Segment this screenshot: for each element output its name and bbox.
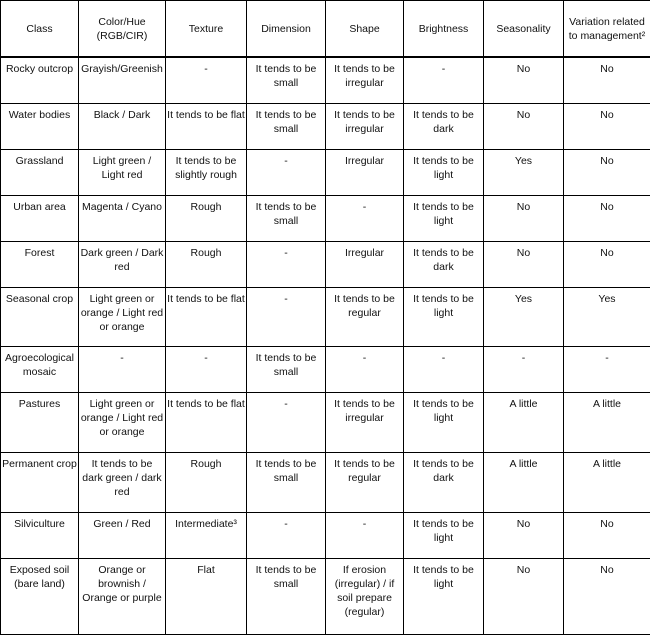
- cell-color-hue: Grayish/Greenish: [79, 57, 166, 104]
- cell-brightness: It tends to be light: [404, 513, 484, 559]
- cell-seasonality: A little: [484, 393, 564, 453]
- cell-class: Urban area: [1, 196, 79, 242]
- cell-dimension: It tends to be small: [247, 347, 326, 393]
- cell-seasonality: No: [484, 559, 564, 635]
- header-variation: Variation related to management²: [564, 1, 650, 58]
- cell-brightness: It tends to be light: [404, 288, 484, 347]
- cell-dimension: -: [247, 288, 326, 347]
- header-class: Class: [1, 1, 79, 58]
- table-row: [1, 288, 650, 347]
- cell-color-hue: Dark green / Dark red: [79, 242, 166, 288]
- cell-seasonality: Yes: [484, 150, 564, 196]
- cell-texture: Rough: [166, 453, 247, 513]
- cell-shape: -: [326, 513, 404, 559]
- cell-shape: It tends to be irregular: [326, 393, 404, 453]
- table-row: [1, 453, 650, 513]
- header-seasonality: Seasonality: [484, 1, 564, 58]
- cell-seasonality: A little: [484, 453, 564, 513]
- table-row: [1, 513, 650, 559]
- cell-shape: It tends to be irregular: [326, 104, 404, 150]
- cell-variation: No: [564, 150, 650, 196]
- cell-texture: It tends to be flat: [166, 104, 247, 150]
- cell-brightness: It tends to be light: [404, 196, 484, 242]
- cell-color-hue: Light green / Light red: [79, 150, 166, 196]
- cell-color-hue: Magenta / Cyano: [79, 196, 166, 242]
- cell-brightness: It tends to be dark: [404, 104, 484, 150]
- cell-color-hue: Orange or brownish / Orange or purple: [79, 559, 166, 635]
- cell-dimension: -: [247, 513, 326, 559]
- cell-brightness: It tends to be dark: [404, 242, 484, 288]
- cell-variation: No: [564, 104, 650, 150]
- cell-seasonality: No: [484, 196, 564, 242]
- table-row: [1, 559, 650, 635]
- cell-class: Pastures: [1, 393, 79, 453]
- cell-brightness: It tends to be light: [404, 393, 484, 453]
- cell-dimension: -: [247, 393, 326, 453]
- cell-class: Forest: [1, 242, 79, 288]
- cell-texture: It tends to be flat: [166, 288, 247, 347]
- cell-variation: No: [564, 559, 650, 635]
- cell-dimension: It tends to be small: [247, 559, 326, 635]
- header-color-hue: Color/Hue (RGB/CIR): [79, 1, 166, 58]
- cell-color-hue: It tends to be dark green / dark red: [79, 453, 166, 513]
- cell-variation: Yes: [564, 288, 650, 347]
- table-row: [1, 196, 650, 242]
- cell-class: Agroecological mosaic: [1, 347, 79, 393]
- cell-shape: It tends to be irregular: [326, 57, 404, 104]
- cell-shape: -: [326, 347, 404, 393]
- cell-class: Silviculture: [1, 513, 79, 559]
- cell-class: Grassland: [1, 150, 79, 196]
- cell-dimension: It tends to be small: [247, 196, 326, 242]
- cell-variation: No: [564, 196, 650, 242]
- cell-class: Seasonal crop: [1, 288, 79, 347]
- cell-color-hue: Green / Red: [79, 513, 166, 559]
- cell-seasonality: No: [484, 242, 564, 288]
- cell-class: Rocky outcrop: [1, 57, 79, 104]
- cell-brightness: It tends to be dark: [404, 453, 484, 513]
- cell-color-hue: -: [79, 347, 166, 393]
- cell-class: Water bodies: [1, 104, 79, 150]
- header-shape: Shape: [326, 1, 404, 58]
- table-row: [1, 57, 650, 104]
- cell-texture: Flat: [166, 559, 247, 635]
- cell-variation: No: [564, 513, 650, 559]
- cell-variation: A little: [564, 453, 650, 513]
- table-row: [1, 242, 650, 288]
- cell-color-hue: Black / Dark: [79, 104, 166, 150]
- cell-seasonality: No: [484, 57, 564, 104]
- cell-variation: -: [564, 347, 650, 393]
- cell-texture: -: [166, 347, 247, 393]
- cell-dimension: It tends to be small: [247, 104, 326, 150]
- cell-color-hue: Light green or orange / Light red or orange: [79, 393, 166, 453]
- cell-texture: Rough: [166, 242, 247, 288]
- cell-variation: A little: [564, 393, 650, 453]
- cell-seasonality: No: [484, 513, 564, 559]
- cell-dimension: -: [247, 150, 326, 196]
- cell-texture: It tends to be slightly rough: [166, 150, 247, 196]
- cell-dimension: It tends to be small: [247, 57, 326, 104]
- cell-texture: Rough: [166, 196, 247, 242]
- table-row: [1, 104, 650, 150]
- cell-texture: It tends to be flat: [166, 393, 247, 453]
- cell-texture: -: [166, 57, 247, 104]
- cell-brightness: It tends to be light: [404, 559, 484, 635]
- cell-shape: Irregular: [326, 150, 404, 196]
- cell-dimension: It tends to be small: [247, 453, 326, 513]
- cell-variation: No: [564, 57, 650, 104]
- table-header-row: [1, 1, 650, 58]
- cell-brightness: -: [404, 347, 484, 393]
- cell-shape: -: [326, 196, 404, 242]
- cell-brightness: It tends to be light: [404, 150, 484, 196]
- cell-class: Permanent crop: [1, 453, 79, 513]
- cell-color-hue: Light green or orange / Light red or orange: [79, 288, 166, 347]
- cell-dimension: -: [247, 242, 326, 288]
- header-brightness: Brightness: [404, 1, 484, 58]
- table-row: [1, 393, 650, 453]
- table-row: [1, 347, 650, 393]
- table-row: [1, 150, 650, 196]
- cell-shape: If erosion (irregular) / if soil prepare (regular): [326, 559, 404, 635]
- cell-seasonality: Yes: [484, 288, 564, 347]
- cell-seasonality: No: [484, 104, 564, 150]
- cell-variation: No: [564, 242, 650, 288]
- cell-class: Exposed soil (bare land): [1, 559, 79, 635]
- cell-shape: It tends to be regular: [326, 288, 404, 347]
- cell-shape: It tends to be regular: [326, 453, 404, 513]
- cell-brightness: -: [404, 57, 484, 104]
- header-dimension: Dimension: [247, 1, 326, 58]
- cell-texture: Intermediate³: [166, 513, 247, 559]
- cell-shape: Irregular: [326, 242, 404, 288]
- cell-seasonality: -: [484, 347, 564, 393]
- header-texture: Texture: [166, 1, 247, 58]
